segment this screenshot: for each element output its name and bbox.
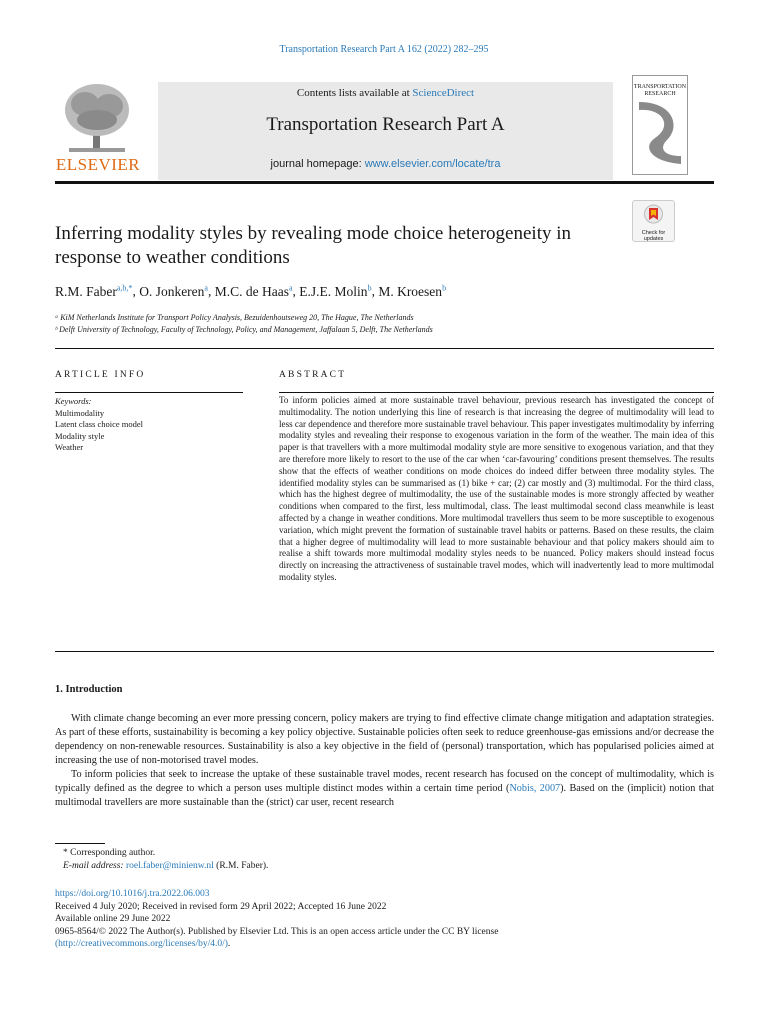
email-line: E-mail address: roel.faber@minienw.nl (R.M. Faber). [63, 861, 269, 871]
sciencedirect-link[interactable]: ScienceDirect [412, 87, 475, 99]
article-metadata [55, 888, 714, 951]
license-line: 0965-8564/© 2022 The Author(s). Published by Elsevier Ltd. This is an open access article under the CC BY license [55, 926, 499, 937]
affiliation-a: ᵃ KiM Netherlands Institute for Transport Policy Analysis, Bezuidenhoutseweg 20, The Hague, The Netherlands [55, 313, 414, 322]
paragraph: To inform policies that seek to increase the uptake of these sustainable travel modes, recent research has focused on the concept of multimodality, which is typically defined as the degree to which a person uses multiple distinct modes within a certain time period (Nobis, 2007). Based on the (implicit) notion that multimodal travellers are more sustainable than the (strict) car user, recent research [55, 769, 714, 808]
keyword: Latent class choice model [55, 419, 144, 429]
author[interactable]: M.C. de Haas$^a$ [214, 283, 293, 299]
abstract-heading: ABSTRACT [279, 370, 347, 380]
received-dates: Received 4 July 2020; Received in revised form 29 April 2022; Accepted 16 June 2022 [55, 901, 387, 912]
header-rule [55, 181, 714, 184]
affiliation-b: ᵇ Delft University of Technology, Faculty of Technology, Policy, and Management, Jaffalaan 5, Delft, The Netherlands [55, 325, 433, 334]
homepage-link[interactable]: www.elsevier.com/locate/tra [364, 158, 501, 170]
journal-homepage: journal homepage: www.elsevier.com/locate/tra [270, 158, 501, 170]
paragraph: With climate change becoming an ever more pressing concern, policy makers are trying to find effective climate change mitigation and adaptation strategies. As part of these efforts, sustainability is becoming a key policy objective. Sustainable policies often seek to reduce greenhouse-gas emissions and/or decrease the dependency on non-renewable resources. Sustainability is also a key objective in the field of (personal) transportation, which has popularised policies aimed at increasing the use of non-motorised travel modes. [55, 713, 714, 766]
bookmark-icon [633, 201, 674, 225]
journal-header [158, 82, 613, 180]
footnote-rule [55, 843, 105, 844]
info-rule [55, 392, 243, 393]
author-list: R.M. Faber$^{a,b,*}$, O. Jonkeren$^a$, M.C. de Haas$^a$, E.J.E. Molin$^b$, M. Kroesen$^b$ [55, 283, 447, 299]
footnote [63, 847, 268, 873]
introduction-body [55, 712, 714, 810]
author[interactable]: R.M. Faber$^{a,b,*}$ [55, 283, 133, 299]
section-rule [55, 651, 714, 652]
cover-road-icon [633, 98, 687, 168]
doi-link[interactable]: https://doi.org/10.1016/j.tra.2022.06.003 [55, 889, 210, 899]
citation-link[interactable]: Nobis, 2007 [509, 783, 561, 794]
check-updates-label: Check for updates [641, 230, 666, 242]
elsevier-logo [55, 80, 141, 175]
online-date: Available online 29 June 2022 [55, 914, 171, 924]
journal-cover[interactable] [632, 75, 688, 175]
author[interactable]: E.J.E. Molin$^b$ [299, 283, 372, 299]
article-title: Inferring modality styles by revealing mode choice heterogeneity in response to weather conditions [55, 223, 571, 268]
keyword: Modality style [55, 430, 105, 441]
keywords-label: Keywords: [55, 396, 92, 406]
author[interactable]: O. Jonkeren$^a$ [139, 283, 208, 299]
corresponding-author: * Corresponding author. [63, 848, 156, 858]
contents-line: Contents lists available at ScienceDirect [296, 87, 475, 99]
journal-title: Transportation Research Part A [266, 114, 505, 135]
author[interactable]: M. Kroesen$^b$ [378, 283, 447, 299]
keyword: Weather [55, 442, 84, 452]
email-link[interactable]: roel.faber@minienw.nl [125, 861, 214, 871]
cover-title: TRANSPORTATION RESEARCH [633, 84, 687, 97]
license-link[interactable]: (http://creativecommons.org/licenses/by/4.0/) [55, 939, 228, 949]
license-link-line: (http://creativecommons.org/licenses/by/4.0/). [55, 939, 231, 949]
abstract-text: To inform policies aimed at more sustainable travel behaviour, previous research has investigated the concept of multimodality. The notion underlying this line of research is that increasing the degree of multimodality will lead to less car dependence and therefore more sustainable travel behaviour. This paper investigates multimodality by inferring modality styles and revealing their response to exogenous variation in the form of the weather. The main idea of this paper is that travellers with a more multimodal modality style are more sensitive to exogenous variation, and that they are therefore more likely to resort to the use of the car when ‘car-favouring’ conditions present themselves. The results show that the effects of weather conditions on mode choices do indeed differ between three modality styles. The identified modality styles can be summarised as (1) bike + car; (2) car mostly and (3) multimodal. For the third class, which has the highest degree of multimodality, the use of the sustainable modes is more strongly affected by weather conditions when compared to the first, less multimodal, class. The least multimodal second class meanwhile is least affected by a change in weather conditions. More multimodal travellers thus seem to be more susceptible to exogenous variation, which might prevent the formation of sustainable travel habits or patterns. Based on these results, the claim that a higher degree of multimodality will lead to more sustainable behaviour and that policy makers should aim to realise a shift towards more multimodal modality styles needs to be nuanced. Policy makers should instead focus directly on increasing the attractiveness of sustainable travel modes, which will inadvertently lead to more multimodal modality styles. [279, 395, 714, 582]
keyword: Multimodality [55, 407, 105, 418]
check-for-updates-badge[interactable] [632, 200, 675, 242]
introduction-heading: 1. Introduction [55, 684, 123, 695]
abstract-rule [279, 392, 714, 393]
journal-citation[interactable]: Transportation Research Part A 162 (2022) 282–295 [279, 44, 489, 55]
section-rule [55, 348, 714, 349]
publisher-name: ELSEVIER [55, 155, 141, 174]
article-info-heading: ARTICLE INFO [55, 370, 146, 380]
keywords-list [55, 396, 143, 454]
